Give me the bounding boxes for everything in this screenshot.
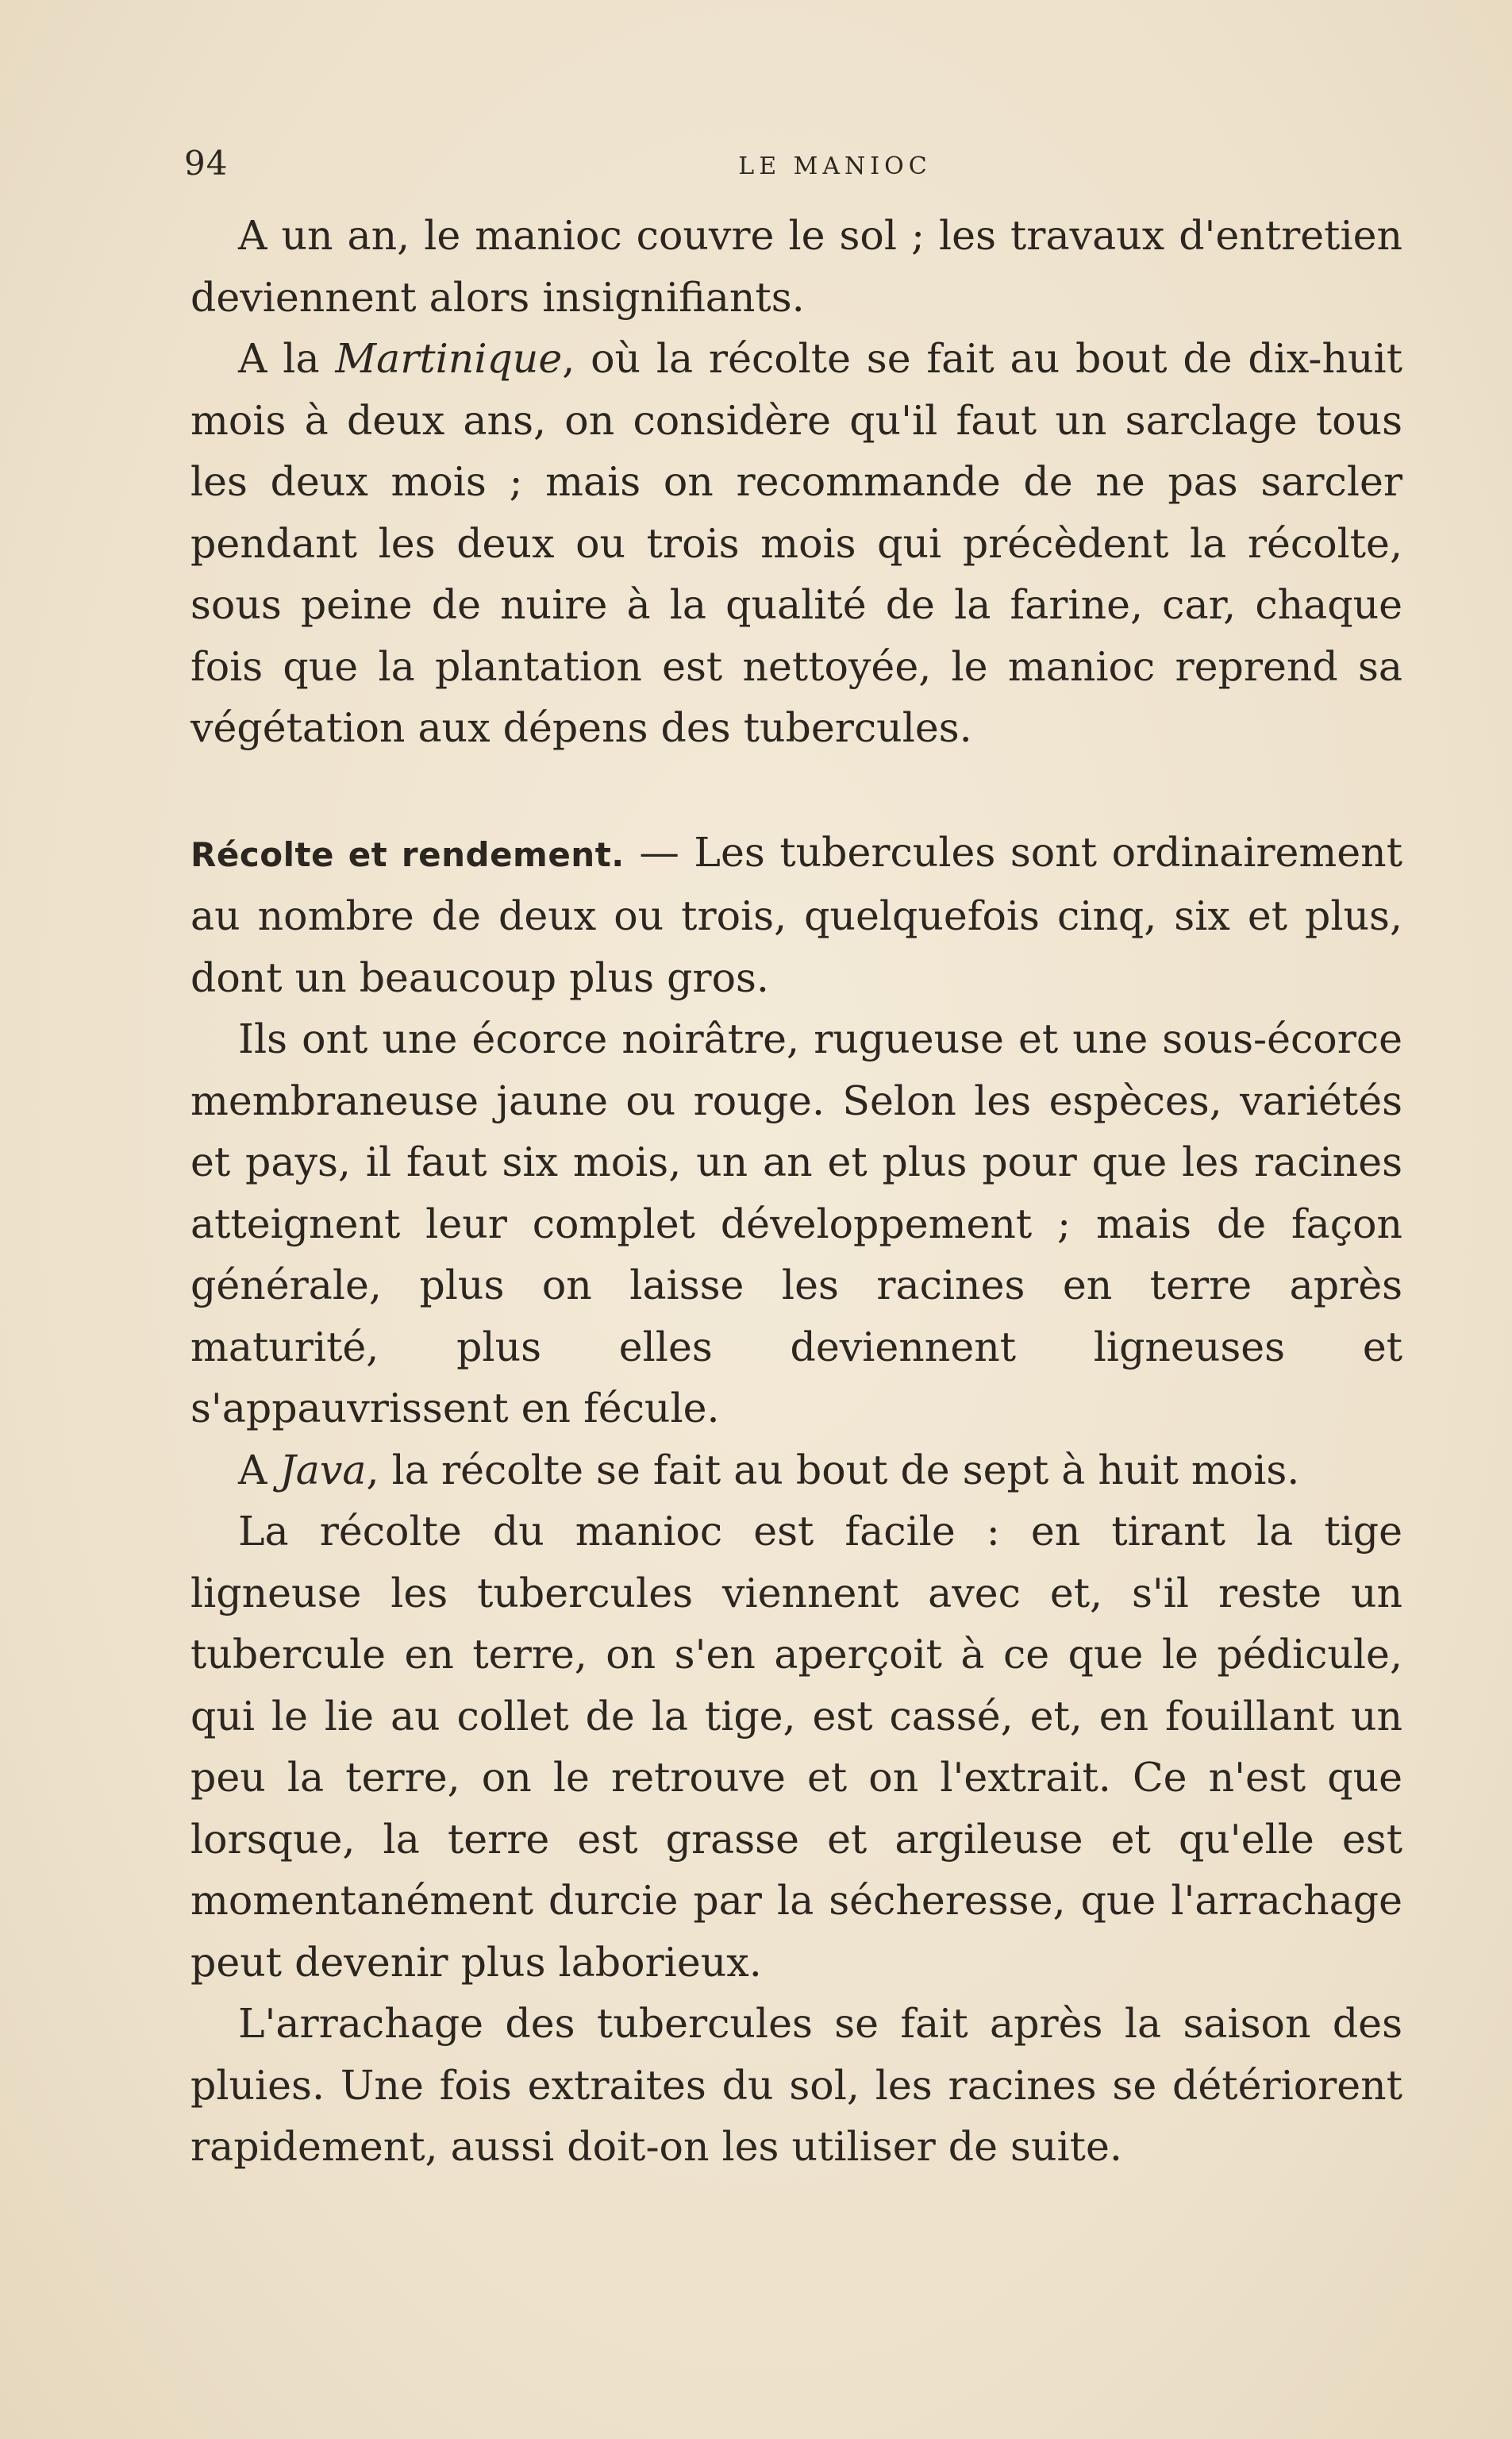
paragraph-2-rest: , où la récolte se fait au bout de dix-huit mois à deux ans, on considère qu'il faut un sarclage tous les deux mois ; mais on recommande de ne pas sarcler pendant les deux ou trois mois qui précèdent la récolte, sous peine de nuire à la qualité de la farine, car, chaque fois que la plantation est nettoyée, le manioc reprend sa végétation aux dépens des tubercules.: [190, 335, 1402, 751]
paragraph-4: Ils ont une écorce noirâtre, rugueuse et une sous-écorce membraneuse jaune ou rouge. Selon les espèces, variétés et pays, il faut six mois, un an et plus pour que les racines atteignent leur complet développement ; mais de façon générale, plus on laisse les racines en terre après maturité, plus elles deviennent ligneuses et s'appauvrissent en fécule.: [190, 1015, 1402, 1431]
section-heading: Récolte et rendement.: [190, 834, 625, 874]
paragraph-5-rest: , la récolte se fait au bout de sept à huit mois.: [366, 1446, 1300, 1493]
paragraph-3: [190, 822, 1402, 1009]
paragraph-6: La récolte du manioc est facile : en tirant la tige ligneuse les tubercules viennent avec et, s'il reste un tubercule en terre, on s'en aperçoit à ce que le pédicule, qui le lie au collet de la tige, est cassé, et, en fouillant un peu la terre, on le retrouve et on l'extrait. Ce n'est que lorsque, la terre est grasse et argileuse et qu'elle est momentanément durcie par la sécheresse, que l'arrachage peut devenir plus laborieux.: [190, 1508, 1402, 1986]
page-number: 94: [184, 144, 229, 183]
paragraph-5-start: A: [238, 1446, 280, 1493]
paragraph-2-start: A la: [238, 335, 336, 382]
paragraph-7: L'arrachage des tubercules se fait après la saison des pluies. Une fois extraites du sol, les racines se détériorent rapidement, aussi doit-on les utiliser de suite.: [190, 2000, 1402, 2170]
page-header: [184, 140, 1413, 187]
running-title: LE MANIOC: [738, 152, 932, 180]
paragraph-1: A un an, le manioc couvre le sol ; les travaux d'entretien deviennent alors insignifiants.: [190, 212, 1402, 321]
paragraph-2: [190, 328, 1402, 759]
paragraph-3-text: — Les tubercules sont ordinairement au nombre de deux ou trois, quelquefois cinq, six et plus, dont un beaucoup plus gros.: [190, 828, 1402, 1001]
place-martinique: Martinique: [335, 335, 563, 382]
place-java: Java: [279, 1446, 367, 1493]
body-text: [190, 205, 1402, 2178]
paragraph-5: [190, 1439, 1402, 1501]
